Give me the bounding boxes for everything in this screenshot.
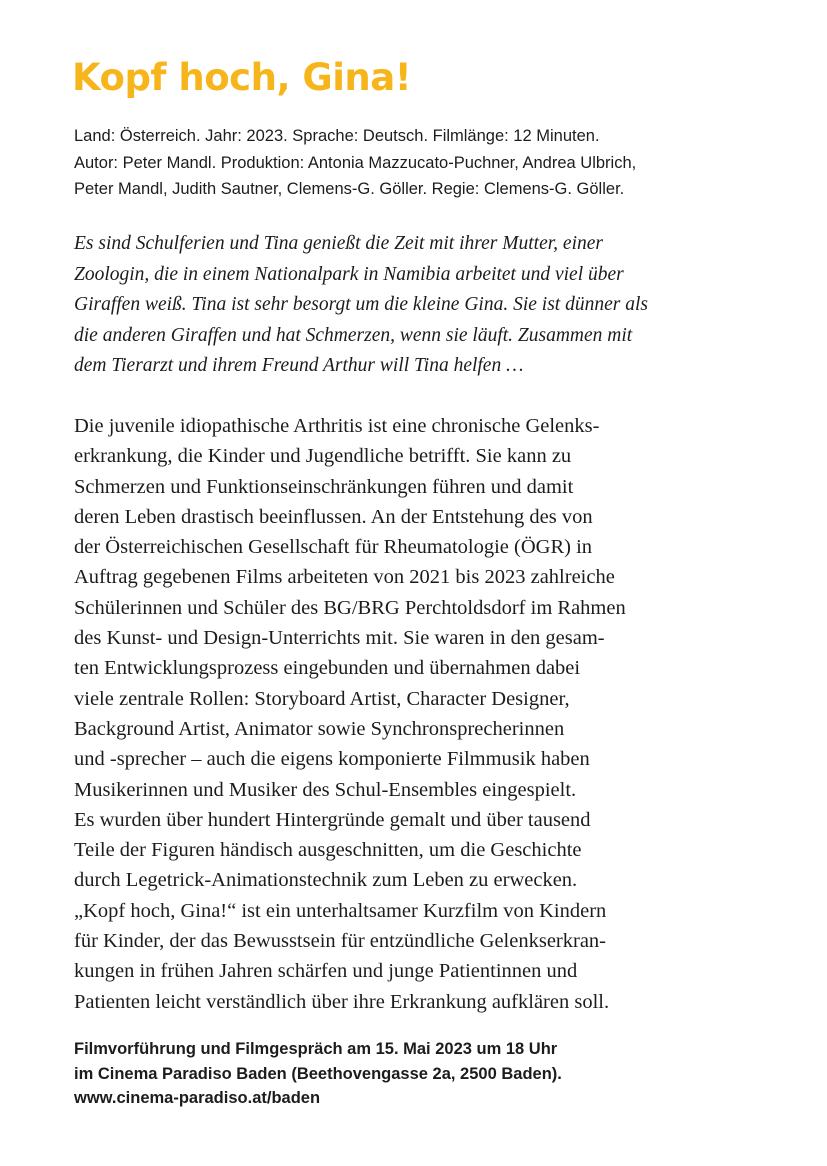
venue-website-link[interactable]: www.cinema-paradiso.at/baden — [74, 1089, 321, 1107]
film-description — [74, 411, 774, 1017]
description-line: erkrankung, die Kinder und Jugendliche betrifft. Sie kann zu — [74, 445, 572, 468]
synopsis-line: Es sind Schulferien und Tina genießt die Zeit mit ihrer Mutter, einer — [74, 233, 603, 254]
synopsis-line: Giraffen weiß. Tina ist sehr besorgt um die kleine Gina. Sie ist dünner als — [74, 294, 648, 315]
synopsis-line: dem Tierarzt und ihrem Freund Arthur will Tina helfen … — [74, 355, 524, 376]
description-line: Es wurden über hundert Hintergründe gemalt und über tausend — [74, 808, 591, 831]
synopsis-line: die anderen Giraffen und hat Schmerzen, wenn sie läuft. Zusammen mit — [74, 324, 633, 346]
screening-date-line: Filmvorführung und Filmgespräch am 15. Mai 2023 um 18 Uhr — [74, 1040, 558, 1058]
description-line: der Österreichischen Gesellschaft für Rheumatologie (ÖGR) in — [74, 536, 593, 559]
description-line: ten Entwicklungsprozess eingebunden und übernahmen dabei — [74, 657, 581, 680]
description-line: Auftrag gegebenen Films arbeiteten von 2021 bis 2023 zahlreiche — [74, 566, 615, 589]
description-line: Teile der Figuren händisch ausgeschnitten, um die Geschichte — [74, 839, 582, 862]
description-line: deren Leben drastisch beeinflussen. An der Entstehung des von — [74, 505, 593, 528]
description-line: und -sprecher – auch die eigens komponierte Filmmusik haben — [74, 748, 590, 771]
description-line: durch Legetrick-Animationstechnik zum Leben zu erwecken. — [74, 869, 578, 892]
film-credits — [74, 123, 774, 203]
credits-line: Autor: Peter Mandl. Produktion: Antonia Mazzucato-Puchner, Andrea Ulbrich, — [74, 153, 637, 172]
description-line: Schülerinnen und Schüler des BG/BRG Perchtoldsdorf im Rahmen — [74, 596, 626, 619]
film-title: Kopf hoch, Gina! — [72, 56, 412, 99]
description-line: für Kinder, der das Bewusstsein für entzündliche Gelenkserkran- — [74, 930, 606, 953]
film-synopsis — [74, 229, 774, 382]
description-line: Schmerzen und Funktionseinschränkungen führen und damit — [74, 475, 574, 498]
description-line: des Kunst- und Design-Unterrichts mit. Sie waren in den gesam- — [74, 627, 605, 650]
description-line: Background Artist, Animator sowie Synchronsprecherinnen — [74, 717, 565, 740]
description-line: „Kopf hoch, Gina!“ ist ein unterhaltsamer Kurzfilm von Kindern — [74, 899, 607, 922]
description-line: Die juvenile idiopathische Arthritis ist eine chronische Gelenks- — [74, 415, 600, 437]
description-line: viele zentrale Rollen: Storyboard Artist, Character Designer, — [74, 687, 570, 710]
screening-info — [74, 1037, 774, 1111]
synopsis-line: Zoologin, die in einem Nationalpark in Namibia arbeitet und viel über — [74, 263, 624, 285]
description-line: Patienten leicht verständlich über ihre Erkrankung aufklären soll. — [74, 990, 610, 1013]
credits-line: Peter Mandl, Judith Sautner, Clemens-G. Göller. Regie: Clemens-G. Göller. — [74, 180, 625, 198]
description-line: kungen in frühen Jahren schärfen und junge Patientinnen und — [74, 960, 578, 983]
credits-line: Land: Österreich. Jahr: 2023. Sprache: Deutsch. Filmlänge: 12 Minuten. — [74, 127, 600, 145]
description-line: Musikerinnen und Musiker des Schul-Ensembles eingespielt. — [74, 778, 577, 801]
screening-venue-line: im Cinema Paradiso Baden (Beethovengasse 2a, 2500 Baden). — [74, 1064, 562, 1083]
